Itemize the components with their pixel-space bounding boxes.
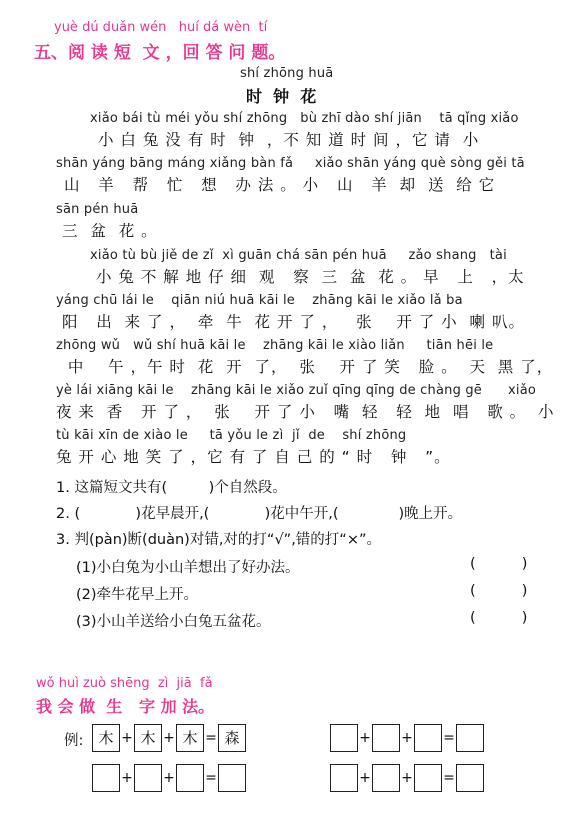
story-line-6-text: 中 午 ，午 时 花 开 了， 张 开 了 笑 脸 。 天 黑 了， bbox=[56, 358, 554, 376]
answer-result-box[interactable] bbox=[218, 764, 246, 792]
answer-box[interactable] bbox=[134, 764, 162, 792]
answer-box[interactable] bbox=[92, 764, 120, 792]
equals-sign: = bbox=[443, 770, 455, 786]
story-line-3-pinyin: sān pén huā bbox=[56, 202, 139, 217]
answer-box[interactable] bbox=[330, 724, 358, 752]
answer-box[interactable] bbox=[414, 724, 442, 752]
story-line-7-text: 夜 来 香 开 了 ， 张 开 了 小 嘴 轻 轻 地 唱 歌 。 小 bbox=[56, 403, 555, 421]
judge-item-2: (2)牵牛花早上开。 bbox=[76, 587, 199, 603]
answer-result-box[interactable] bbox=[456, 724, 484, 752]
story-line-5-text: 阳 出 来 了 ， 牵 牛 花 开 了 ， 张 开 了 小 喇 叭。 bbox=[62, 313, 525, 331]
example-box-1: 木 bbox=[92, 724, 120, 752]
story-line-4-text: 小 兔 不 解 地 仔 细 观 察 三 盆 花 。 早 上 ，太 bbox=[96, 268, 525, 286]
story-line-1-pinyin: xiǎo bái tù méi yǒu shí zhōng bù zhī dào shí jiān tā qǐng xiǎo bbox=[90, 111, 519, 126]
plus-sign: + bbox=[401, 770, 413, 786]
section1-title-pinyin: yuè dú duǎn wén huí dá wèn tí bbox=[54, 20, 268, 35]
judge-item-3: (3)小山羊送给小白兔五盆花。 bbox=[76, 614, 271, 630]
answer-box[interactable] bbox=[372, 764, 400, 792]
judge-item-1-answer[interactable]: ( ) bbox=[470, 556, 528, 572]
judge-item-3-answer[interactable]: ( ) bbox=[470, 610, 528, 626]
question-3: 3. 判(pàn)断(duàn)对错,对的打“√”,错的打“×”。 bbox=[56, 532, 381, 548]
story-line-7-pinyin: yè lái xiāng kāi le zhāng kāi le xiǎo zuǐ qīng qīng de chàng gē xiǎo bbox=[56, 383, 537, 398]
equals-sign: = bbox=[443, 730, 455, 746]
story-title-pinyin: shí zhōng huā bbox=[240, 66, 334, 81]
story-line-3-text: 三 盆 花 。 bbox=[62, 222, 158, 240]
story-line-1-text: 小 白 兔 没 有 时 钟 ，不 知 道 时 间 ，它 请 小 bbox=[98, 131, 480, 149]
answer-box[interactable] bbox=[414, 764, 442, 792]
story-line-4-pinyin: xiǎo tù bù jiě de zǐ xì guān chá sān pén huā zǎo shang tài bbox=[90, 248, 507, 263]
story-line-6-pinyin: zhōng wǔ wǔ shí huā kāi le zhāng kāi le xiào liǎn tiān hēi le bbox=[56, 338, 494, 353]
plus-sign: + bbox=[163, 730, 175, 746]
section1-title: 五、阅 读 短 文 ，回 答 问 题。 bbox=[34, 43, 286, 63]
story-line-5-pinyin: yáng chū lái le qiān niú huā kāi le zhāng kāi le xiǎo lǎ ba bbox=[56, 293, 463, 308]
section2-title-pinyin: wǒ huì zuò shēng zì jiā fǎ bbox=[36, 676, 213, 691]
answer-box[interactable] bbox=[330, 764, 358, 792]
answer-box[interactable] bbox=[372, 724, 400, 752]
plus-sign: + bbox=[359, 730, 371, 746]
equals-sign: = bbox=[205, 770, 217, 786]
plus-sign: + bbox=[401, 730, 413, 746]
answer-box[interactable] bbox=[176, 764, 204, 792]
plus-sign: + bbox=[121, 770, 133, 786]
story-line-8-pinyin: tù kāi xīn de xiào le tā yǒu le zì jǐ de shí zhōng bbox=[56, 428, 407, 443]
example-label: 例: bbox=[64, 733, 84, 749]
plus-sign: + bbox=[163, 770, 175, 786]
story-line-2-pinyin: shān yáng bāng máng xiǎng bàn fǎ xiǎo shān yáng què sòng gěi tā bbox=[56, 156, 525, 171]
section2-title: 我 会 做 生 字 加 法。 bbox=[36, 697, 215, 716]
plus-sign: + bbox=[359, 770, 371, 786]
example-box-2: 木 bbox=[134, 724, 162, 752]
story-line-2-text: 山 羊 帮 忙 想 办 法 。 小 山 羊 却 送 给 它 bbox=[64, 176, 496, 194]
story-title: 时 钟 花 bbox=[246, 87, 317, 106]
answer-result-box[interactable] bbox=[456, 764, 484, 792]
equals-sign: = bbox=[205, 730, 217, 746]
question-1: 1. 这篇短文共有( )个自然段。 bbox=[56, 480, 287, 496]
story-line-8-text: 兔 开 心 地 笑 了 ，它 有 了 自 己 的 “ 时 钟 ”。 bbox=[56, 448, 451, 466]
judge-item-1: (1)小白兔为小山羊想出了好办法。 bbox=[76, 560, 300, 576]
plus-sign: + bbox=[121, 730, 133, 746]
judge-item-2-answer[interactable]: ( ) bbox=[470, 583, 528, 599]
question-2: 2. ( )花早晨开,( )花中午开,( )晚上开。 bbox=[56, 506, 463, 522]
example-box-3: 木 bbox=[176, 724, 204, 752]
example-result-box: 森 bbox=[218, 724, 246, 752]
